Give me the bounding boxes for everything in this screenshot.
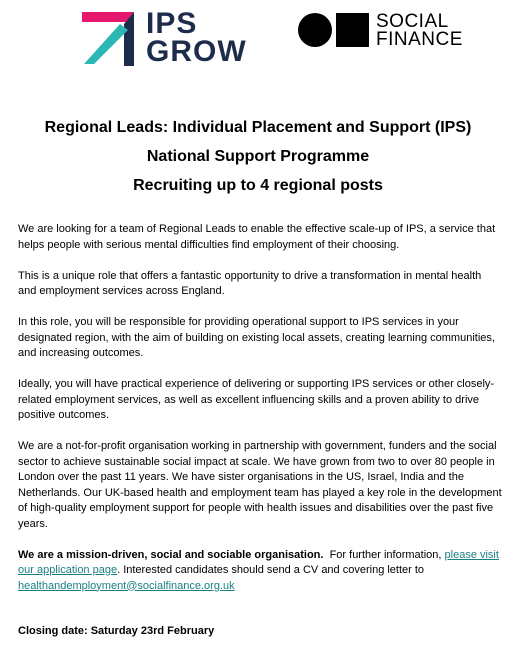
closing-date: Closing date: Saturday 23rd February <box>18 625 215 637</box>
document-titles <box>0 113 516 200</box>
title-line-1: Regional Leads: Individual Placement and Support (IPS) <box>44 119 472 136</box>
ips-grow-wordmark <box>146 7 247 68</box>
circle-icon <box>298 13 332 47</box>
social-finance-wordmark <box>376 13 463 49</box>
mission-statement: We are a mission-driven, social and sociable organisation. <box>18 548 324 561</box>
header <box>0 0 516 80</box>
square-icon <box>336 13 369 47</box>
sf-logo-line2: FINANCE <box>376 29 463 50</box>
title-line-2: National Support Programme <box>146 148 370 165</box>
paragraph-5: We are a not-for-profit organisation working in partnership with government, funders and the social sector to achieve sustainable social impact at scale. We have grown from two to over 80 people in London over the past 11 years. We have sister organisations in the US, Israel, India and the Netherlands. Our UK-based health and employment team has played a key role in the development of high-quality employment support for people with health issues and disabilities over the past five years. <box>18 440 502 530</box>
social-finance-logo <box>298 12 478 52</box>
contact-text-1: For further information, <box>329 548 442 561</box>
title-line-3: Recruiting up to 4 regional posts <box>133 177 383 194</box>
ips-grow-logo <box>80 7 260 70</box>
body-text <box>18 222 502 610</box>
paragraph-4: Ideally, you will have practical experience of delivering or supporting IPS services or other closely-related employment services, as well as excellent influencing skills and a proven ability to drive positive outcomes. <box>18 378 495 421</box>
ips-logo-line2: GROW <box>146 35 247 68</box>
email-link[interactable]: healthandemployment@socialfinance.org.uk <box>18 579 235 592</box>
ips-logo-line1: IPS <box>146 7 198 40</box>
contact-paragraph <box>18 548 502 595</box>
paragraph-2: This is a unique role that offers a fantastic opportunity to drive a transformation in mental health and employment services across England. <box>18 269 482 297</box>
ips-grow-mark-icon <box>80 10 136 66</box>
sf-logo-line1: SOCIAL <box>376 11 449 32</box>
paragraph-3: In this role, you will be responsible for providing operational support to IPS services in your designated region, with the aim of building on existing local assets, creating learning communities, and increasing outcomes. <box>18 316 495 359</box>
contact-text-2: . Interested candidates should send a CV and covering letter to <box>117 564 425 576</box>
application-page-link[interactable]: please visit our application page <box>18 548 499 576</box>
paragraph-1: We are looking for a team of Regional Leads to enable the effective scale-up of IPS, a service that helps people with serious mental difficulties find employment of their choosing. <box>18 223 496 251</box>
